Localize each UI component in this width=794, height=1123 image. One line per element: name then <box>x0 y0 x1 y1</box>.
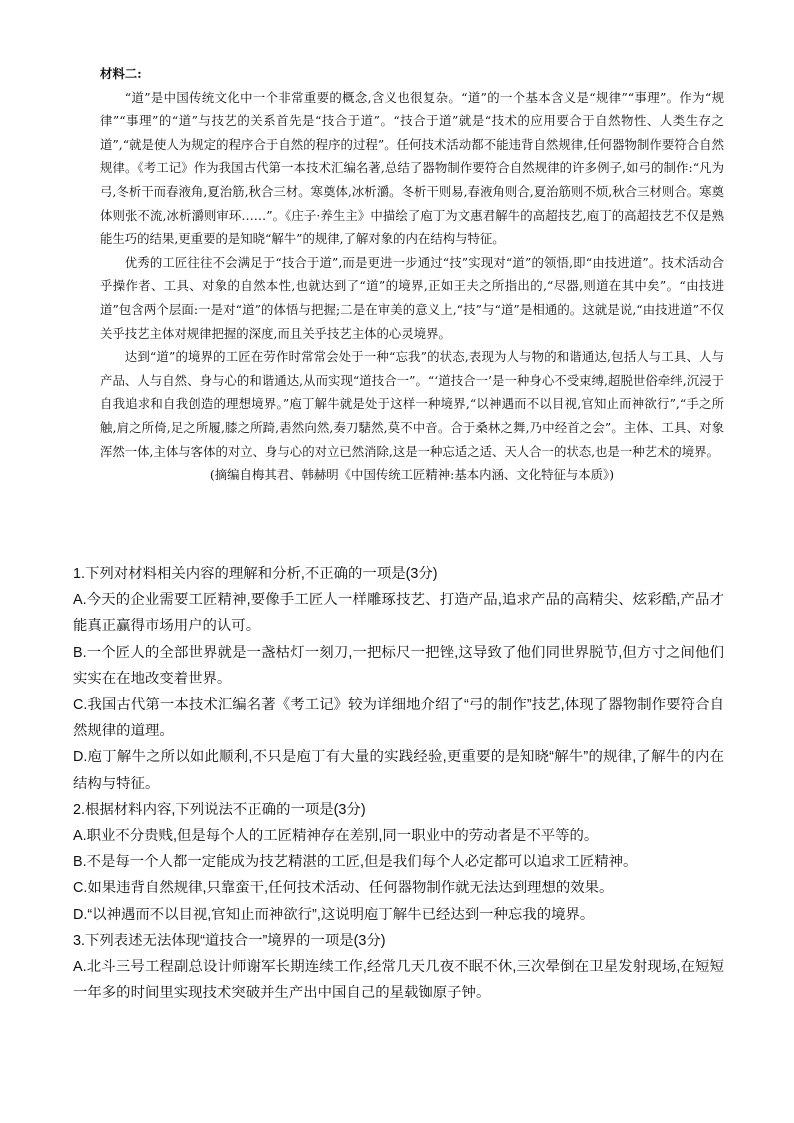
answer-option: B.一个匠人的全部世界就是一盏枯灯一刻刀,一把标尺一把锉,这导致了他们同世界脱节,但方寸之间他们实实在在地改变着世界。 <box>73 644 724 687</box>
question-stem: 2.根据材料内容,下列说法不正确的一项是(3分) <box>73 801 366 818</box>
answer-option: C.我国古代第一本技术汇编名著《考工记》较为详细地介绍了“弓的制作”技艺,体现了器物制作要符合自然规律的道理。 <box>73 697 724 740</box>
material-paragraph: 达到“道”的境界的工匠在劳作时常常会处于一种“忘我”的状态,表现为人与物的和谐通达,包括人与工具、人与产品、人与自然、身与心的和谐通达,从而实现“道技合一”。“‘道技合一’是一种身心不受束缚,超脱世俗牵绊,沉浸于自我追求和自我创造的理想境界。”庖丁解牛就是处于这样一种境界,“以神遇而不以目视,官知止而神欲行”,“手之所触,肩之所倚,足之所履,膝之所踦,砉然向然,奏刀騞然,莫不中音。合于桑林之舞,乃中经首之会”。主体、工具、对象浑然一体,主体与客体的对立、身与心的对立已然消除,这是一种忘适之适、天人合一的状态,也是一种艺术的境界。 <box>100 349 724 459</box>
material-source: (摘编自梅其君、韩赫明《中国传统工匠精神:基本内涵、文化特征与本质》) <box>209 467 615 483</box>
answer-option: D.庖丁解牛之所以如此顺利,不只是庖丁有大量的实践经验,更重要的是知晓“解牛”的规律,了解牛的内在结构与特征。 <box>73 749 724 792</box>
material-heading: 材料二: <box>100 66 142 81</box>
question-stem: 1.下列对材料相关内容的理解和分析,不正确的一项是(3分) <box>73 566 438 582</box>
answer-option: A.职业不分贵贱,但是每个人的工匠精神存在差别,同一职业中的劳动者是不平等的。 <box>73 828 599 845</box>
question-stem: 3.下列表述无法体现“道技合一”境界的一项是(3分) <box>73 932 386 949</box>
answer-option: A.今天的企业需要工匠精神,要像手工匠人一样雕琢技艺、打造产品,追求产品的高精尖、炫彩酷,产品才能真正赢得市场用户的认可。 <box>73 592 724 635</box>
material-paragraph: “道”是中国传统文化中一个非常重要的概念,含义也很复杂。“道”的一个基本含义是“规律”“事理”。作为“规律”“事理”的“道”与技艺的关系首先是“技合于道”。“技合于道”就是“技术的应用要合于自然物性、人类生存之道”,“就是使人为规定的程序合于自然的程序的过程”。任何技术活动都不能违背自然规律,任何器物制作要符合自然规律。《考工记》作为我国古代第一本技术汇编名著,总结了器物制作要符合自然规律的许多例子,如弓的制作:“凡为弓,冬析干而春液角,夏治筋,秋合三材。寒奠体,冰析灂。冬析干则易,春液角则合,夏治筋则不烦,秋合三材则合。寒奠体则张不流,冰析灂则审环……”。《庄子·养生主》中描绘了庖丁为文惠君解牛的高超技艺,庖丁的高超技艺不仅是熟能生巧的结果,更重要的是知晓“解牛”的规律,了解对象的内在结构与特征。 <box>100 89 724 247</box>
answer-option: A.北斗三号工程副总设计师谢军长期连续工作,经常几天几夜不眠不休,三次晕倒在卫星发射现场,在短短一年多的时间里实现技术突破并生产出中国自己的星载铷原子钟。 <box>73 959 724 1002</box>
question-list <box>73 561 724 1006</box>
answer-option: C.如果违背自然规律,只靠蛮干,任何技术活动、任何器物制作就无法达到理想的效果。 <box>73 880 614 897</box>
answer-option: B.不是每一个人都一定能成为技艺精湛的工匠,但是我们每个人必定都可以追求工匠精神。 <box>73 854 638 871</box>
answer-option: D.“以神遇而不以目视,官知止而神欲行”,这说明庖丁解牛已经达到一种忘我的境界。 <box>73 906 595 923</box>
material-paragraph: 优秀的工匠往往不会满足于“技合于道”,而是更进一步通过“技”实现对“道”的领悟,即“由技进道”。技术活动合乎操作者、工具、对象的自然本性,也就达到了“道”的境界,正如王夫之所指出的,“尽器,则道在其中矣”。“由技进道”包含两个层面:一是对“道”的体悟与把握;二是在审美的意义上,“技”与“道”是相通的。这就是说,“由技进道”不仅关乎技艺主体对规律把握的深度,而且关乎技艺主体的心灵境界。 <box>100 254 724 341</box>
reading-material <box>100 62 724 487</box>
